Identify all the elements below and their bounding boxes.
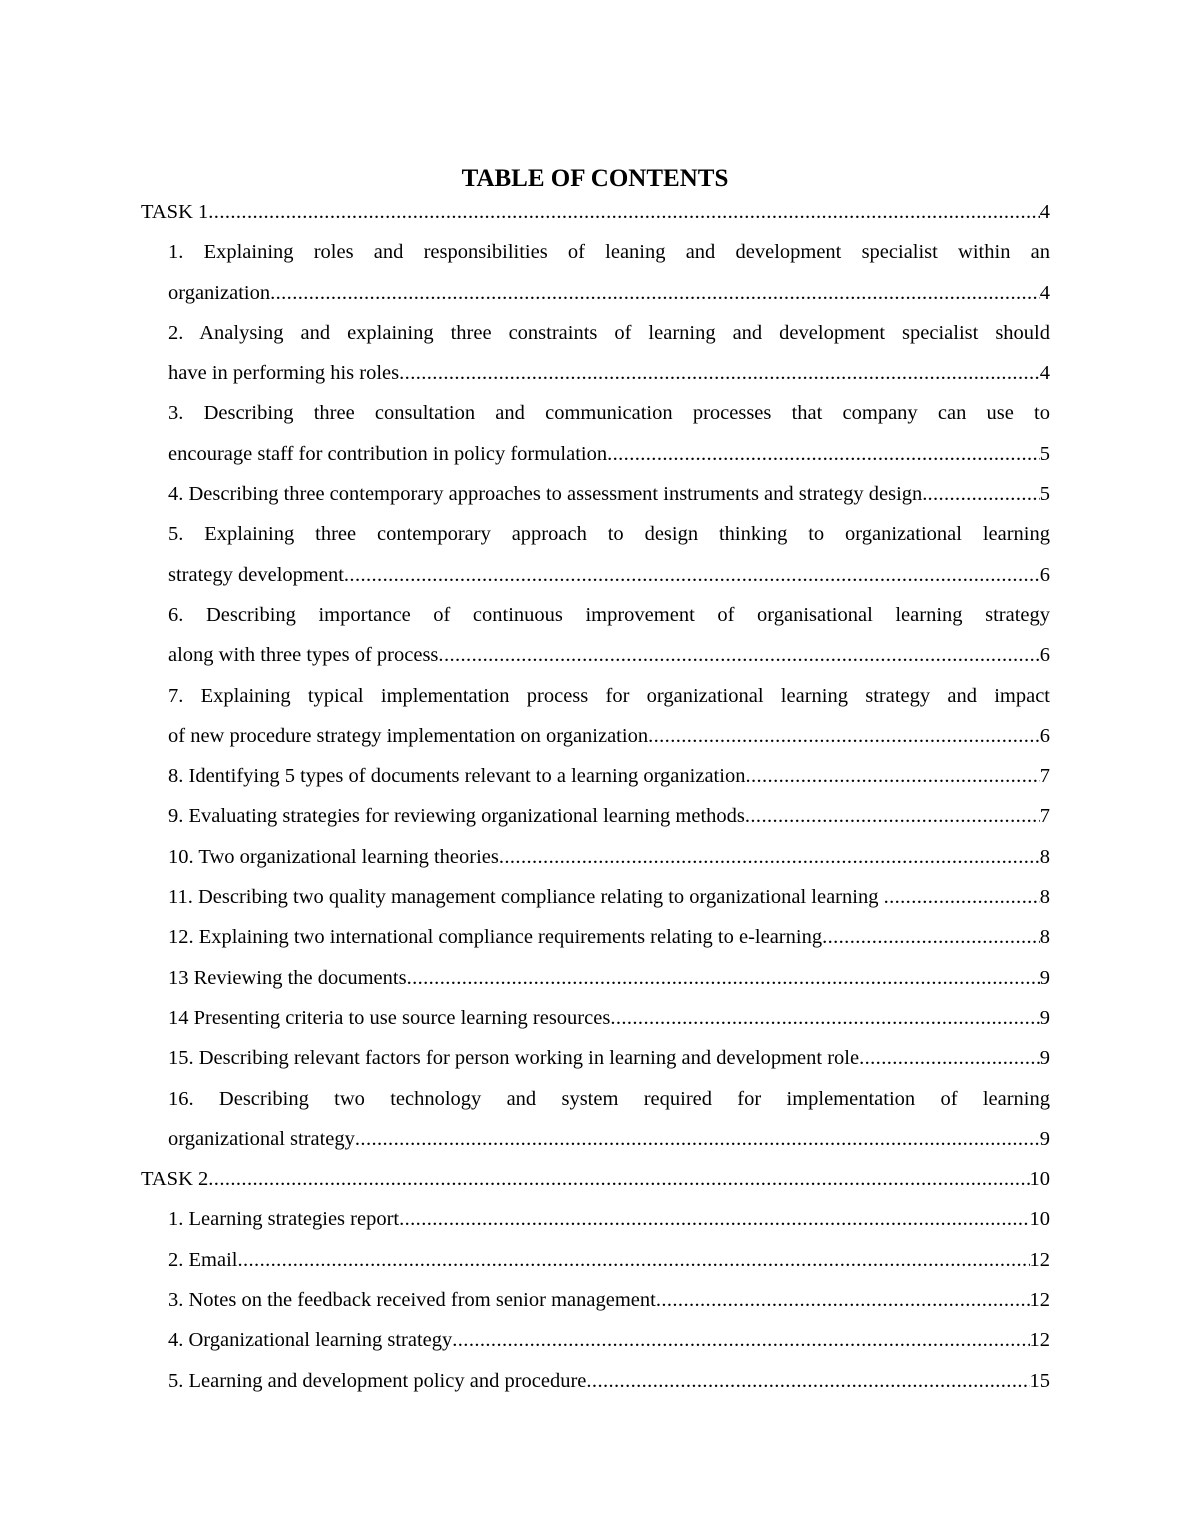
toc-page-number: 7 <box>1039 805 1050 828</box>
toc-entry-line <box>168 1361 1050 1401</box>
toc-page-number: 5 <box>1039 442 1050 465</box>
toc-page-number: 12 <box>1029 1329 1050 1352</box>
toc-entry-text: strategy development <box>168 563 344 586</box>
toc-dot-leader <box>237 1240 1029 1280</box>
toc-entry-text: TASK 1 <box>141 201 209 223</box>
toc-entry-text: TASK 2 <box>141 1168 209 1191</box>
toc-page-number: 12 <box>1029 1248 1050 1271</box>
toc-page-number: 8 <box>1039 926 1050 949</box>
toc-page-number: 10 <box>1029 1208 1050 1231</box>
toc-dot-leader <box>884 877 1040 917</box>
toc-entry-line <box>168 1038 1050 1078</box>
toc-entry[interactable] <box>168 1320 1050 1360</box>
toc-entry-text: 5. Learning and development policy and procedure <box>168 1369 587 1392</box>
toc-entry-text: 3. Notes on the feedback received from senior management <box>168 1289 656 1312</box>
toc-entry-line <box>168 434 1050 474</box>
toc-entry-line <box>168 877 1050 917</box>
toc-page-number: 9 <box>1039 1006 1050 1029</box>
toc-page-number: 9 <box>1039 966 1050 989</box>
toc-page-number: 4 <box>1039 362 1050 385</box>
toc-entry-line <box>141 192 1050 232</box>
toc-entry-line <box>141 1159 1050 1199</box>
toc-entry-text-first-line: 1. Explaining roles and responsibilities of leaning and development specialist within an <box>168 241 1050 264</box>
toc-entry[interactable] <box>168 998 1050 1038</box>
toc-page-number: 12 <box>1029 1289 1050 1312</box>
toc-task-heading[interactable] <box>141 1159 1050 1199</box>
toc-task-heading[interactable] <box>141 192 1050 232</box>
toc-entry-text-first-line: 7. Explaining typical implementation process for organizational learning strategy and impact <box>168 684 1050 707</box>
toc-entry-line <box>168 796 1050 836</box>
toc-dot-leader <box>208 192 1039 232</box>
toc-entry-line <box>168 273 1050 313</box>
toc-dot-leader <box>927 474 1039 514</box>
toc-page-number: 15 <box>1029 1369 1050 1392</box>
toc-page-number: 4 <box>1039 281 1050 304</box>
toc-dot-leader <box>656 1280 1030 1320</box>
toc-entry-text-first-line: 5. Explaining three contemporary approach to design thinking to organizational learning <box>168 523 1050 546</box>
toc-entry[interactable] <box>168 1199 1050 1239</box>
toc-entry-text: 1. Learning strategies report <box>168 1208 400 1231</box>
toc-entry[interactable] <box>168 917 1050 957</box>
toc-entry-text: organization <box>168 281 271 304</box>
toc-entry-text: 12. Explaining two international compliance requirements relating to e-learning <box>168 926 823 949</box>
toc-dot-leader <box>452 1320 1029 1360</box>
toc-page-number: 6 <box>1039 563 1050 586</box>
toc-entry[interactable] <box>168 1280 1050 1320</box>
toc-entry-text: 9. Evaluating strategies for reviewing organizational learning methods <box>168 805 745 828</box>
toc-page-number: 6 <box>1039 724 1050 747</box>
toc-entry[interactable] <box>168 958 1050 998</box>
toc-dot-leader <box>745 756 1039 796</box>
toc-page-number: 10 <box>1029 1168 1050 1191</box>
toc-entry-line <box>168 555 1050 595</box>
toc-title: TABLE OF CONTENTS <box>461 165 729 192</box>
toc-page-number: 4 <box>1039 201 1050 223</box>
toc-page-number: 6 <box>1039 644 1050 667</box>
toc-entry-text: along with three types of process <box>168 644 439 667</box>
toc-dot-leader <box>438 635 1039 675</box>
toc-entry-text: 10. Two organizational learning theories <box>168 845 499 868</box>
toc-entry[interactable] <box>168 595 1050 676</box>
toc-entry-line <box>168 716 1050 756</box>
toc-page-number: 5 <box>1039 483 1050 506</box>
toc-entry-line <box>168 1119 1050 1159</box>
toc-dot-leader <box>355 1119 1040 1159</box>
toc-entry-text: 11. Describing two quality management compliance relating to organizational learning <box>168 886 884 909</box>
toc-entry[interactable] <box>168 796 1050 836</box>
toc-entry-line <box>168 1320 1050 1360</box>
toc-entry[interactable] <box>168 313 1050 394</box>
toc-entry[interactable] <box>168 756 1050 796</box>
toc-entry-text: of new procedure strategy implementation on organization <box>168 724 649 747</box>
toc-entry[interactable] <box>168 1079 1050 1160</box>
toc-entry-line <box>168 353 1050 393</box>
toc-entry-line <box>168 837 1050 877</box>
toc-entry-line <box>168 1199 1050 1239</box>
toc-dot-leader <box>610 998 1039 1038</box>
toc-dot-leader <box>648 716 1040 756</box>
toc-entry-text: 2. Email <box>168 1248 238 1271</box>
toc-dot-leader <box>745 796 1040 836</box>
toc-dot-leader <box>399 353 1040 393</box>
toc-entry-text: 14 Presenting criteria to use source learning resources <box>168 1006 611 1029</box>
toc-entry-line <box>168 635 1050 675</box>
toc-entry-line <box>168 1240 1050 1280</box>
toc-dot-leader <box>499 837 1040 877</box>
toc-dot-leader <box>208 1159 1029 1199</box>
toc-page-number: 9 <box>1039 1127 1050 1150</box>
toc-dot-leader <box>859 1038 1040 1078</box>
toc-entry-text: 4. Describing three contemporary approaches to assessment instruments and strategy design. <box>168 483 928 506</box>
toc-entry[interactable] <box>168 676 1050 757</box>
toc-entry-line <box>168 756 1050 796</box>
toc-entry-text-first-line: 2. Analysing and explaining three constraints of learning and development specialist should <box>168 321 1050 344</box>
toc-entry-text: have in performing his roles <box>168 362 400 385</box>
toc-page-number: 9 <box>1039 1047 1050 1070</box>
toc-entry-text: 13 Reviewing the documents <box>168 966 407 989</box>
toc-entry[interactable] <box>168 514 1050 595</box>
toc-entry-text-first-line: 16. Describing two technology and system required for implementation of learning <box>168 1087 1050 1110</box>
toc-entry[interactable] <box>168 1038 1050 1078</box>
toc-page-number: 7 <box>1039 765 1050 788</box>
toc-entry-text: organizational strategy <box>168 1127 355 1150</box>
toc-entry[interactable] <box>168 877 1050 917</box>
toc-dot-leader <box>399 1199 1029 1239</box>
toc-entry[interactable] <box>168 837 1050 877</box>
toc-entry-text: 8. Identifying 5 types of documents relevant to a learning organization <box>168 765 746 788</box>
toc-dot-leader <box>822 917 1040 957</box>
toc-entry-text: encourage staff for contribution in policy formulation <box>168 442 608 465</box>
toc-dot-leader <box>270 273 1040 313</box>
toc-entry[interactable] <box>168 393 1050 474</box>
toc-list <box>0 192 1190 1401</box>
toc-entry-line <box>168 474 1050 514</box>
toc-entry-text: 4. Organizational learning strategy <box>168 1329 453 1352</box>
toc-dot-leader <box>344 555 1040 595</box>
toc-entry-line <box>168 917 1050 957</box>
toc-entry-text: 15. Describing relevant factors for person working in learning and development role <box>168 1047 860 1070</box>
toc-entry[interactable] <box>168 474 1050 514</box>
toc-entry-line <box>168 998 1050 1038</box>
toc-dot-leader <box>586 1361 1029 1401</box>
toc-entry-line <box>168 1280 1050 1320</box>
toc-entry[interactable] <box>168 232 1050 313</box>
toc-entry-text-first-line: 6. Describing importance of continuous improvement of organisational learning strategy <box>168 603 1050 626</box>
toc-dot-leader <box>407 958 1040 998</box>
toc-entry[interactable] <box>168 1361 1050 1401</box>
toc-dot-leader <box>607 434 1040 474</box>
toc-entry-line <box>168 958 1050 998</box>
toc-page-number: 8 <box>1039 845 1050 868</box>
toc-entry-text-first-line: 3. Describing three consultation and communication processes that company can use to <box>168 402 1050 425</box>
toc-page-number: 8 <box>1039 886 1050 909</box>
toc-entry[interactable] <box>168 1240 1050 1280</box>
